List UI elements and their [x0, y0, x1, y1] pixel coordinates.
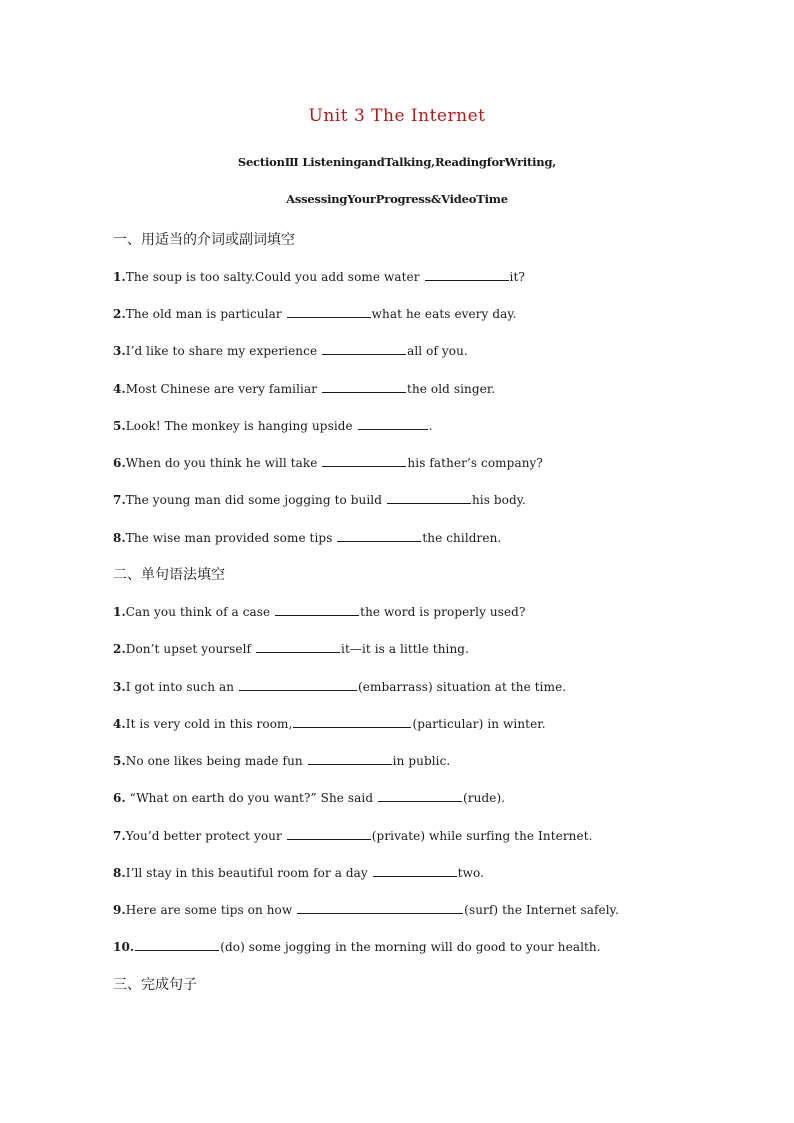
- answer-blank[interactable]: [322, 342, 406, 355]
- part2-item-1: [113, 603, 525, 619]
- page-title: Unit 3 The Internet: [308, 106, 486, 126]
- item-number: 1.: [113, 605, 126, 619]
- item-number: 4.: [113, 717, 126, 731]
- item-text-after: his father’s company?: [407, 456, 543, 470]
- item-text-before: The soup is too salty.Could you add some water: [125, 270, 424, 284]
- answer-blank[interactable]: [322, 454, 406, 467]
- item-number: 5.: [113, 754, 126, 768]
- answer-blank[interactable]: [322, 380, 406, 393]
- item-text-before: I’d like to share my experience: [125, 344, 322, 358]
- item-number: 10.: [113, 940, 135, 954]
- answer-blank[interactable]: [287, 827, 371, 840]
- item-text-after: (embarrass) situation at the time.: [358, 680, 567, 694]
- item-text-after: two.: [457, 866, 485, 880]
- item-text-after: the children.: [422, 531, 502, 545]
- answer-blank[interactable]: [373, 864, 457, 877]
- item-text-before: When do you think he will take: [125, 456, 322, 470]
- part1-item-2: [113, 305, 517, 321]
- part1-item-3: [113, 342, 468, 358]
- item-text-after: it—it is a little thing.: [341, 642, 470, 656]
- answer-blank[interactable]: [293, 715, 411, 728]
- item-number: 6.: [113, 791, 126, 805]
- item-number: 3.: [113, 680, 126, 694]
- item-number: 2.: [113, 642, 126, 656]
- item-number: 6.: [113, 456, 126, 470]
- part2-item-5: [113, 752, 450, 768]
- answer-blank[interactable]: [239, 678, 357, 691]
- part3-heading: 三、完成句子: [113, 977, 197, 993]
- item-text-before: The wise man provided some tips: [125, 531, 337, 545]
- item-text-before: It is very cold in this room,: [125, 717, 293, 731]
- answer-blank[interactable]: [287, 305, 371, 318]
- item-text-before: I’ll stay in this beautiful room for a day: [125, 866, 372, 880]
- item-text-before: You’d better protect your: [125, 829, 286, 843]
- answer-blank[interactable]: [387, 491, 471, 504]
- item-text-before: “What on earth do you want?” She said: [125, 791, 378, 805]
- item-text-before: The old man is particular: [125, 307, 286, 321]
- part1-item-5: [113, 417, 433, 433]
- item-number: 8.: [113, 531, 126, 545]
- part2-item-3: [113, 678, 566, 694]
- part2-item-2: [113, 640, 469, 656]
- section-subtitle-line1: SectionⅢ ListeningandTalking,ReadingforWriting,: [237, 155, 557, 169]
- answer-blank[interactable]: [135, 938, 219, 951]
- item-text-after: .: [428, 419, 433, 433]
- item-text-after: (private) while surfing the Internet.: [371, 829, 593, 843]
- answer-blank[interactable]: [297, 901, 463, 914]
- part1-item-6: [113, 454, 543, 470]
- item-text-before: Most Chinese are very familiar: [125, 382, 322, 396]
- item-number: 1.: [113, 270, 126, 284]
- item-text-after: it?: [509, 270, 525, 284]
- answer-blank[interactable]: [337, 529, 421, 542]
- part2-item-8: [113, 864, 484, 880]
- part2-item-7: [113, 827, 593, 843]
- part1-item-4: [113, 380, 495, 396]
- item-number: 7.: [113, 493, 126, 507]
- item-text-after: (do) some jogging in the morning will do good to your health.: [220, 940, 601, 954]
- answer-blank[interactable]: [275, 603, 359, 616]
- answer-blank[interactable]: [425, 268, 509, 281]
- answer-blank[interactable]: [378, 789, 462, 802]
- item-text-after: the word is properly used?: [360, 605, 526, 619]
- item-text-before: Don’t upset yourself: [125, 642, 255, 656]
- section-subtitle-line2: AssessingYourProgress&VideoTime: [286, 192, 508, 206]
- item-text-after: (rude).: [463, 791, 506, 805]
- part1-item-7: [113, 491, 526, 507]
- item-text-before: Can you think of a case: [125, 605, 275, 619]
- part2-item-4: [113, 715, 546, 731]
- item-number: 5.: [113, 419, 126, 433]
- item-number: 8.: [113, 866, 126, 880]
- part1-heading: 一、用适当的介词或副词填空: [113, 232, 295, 248]
- part2-item-10: [113, 938, 601, 954]
- answer-blank[interactable]: [358, 417, 428, 430]
- item-number: 3.: [113, 344, 126, 358]
- item-text-after: his body.: [471, 493, 526, 507]
- item-text-after: the old singer.: [407, 382, 496, 396]
- item-text-before: Look! The monkey is hanging upside: [125, 419, 357, 433]
- part1-item-8: [113, 529, 501, 545]
- item-text-after: all of you.: [407, 344, 468, 358]
- item-number: 2.: [113, 307, 126, 321]
- part1-item-1: [113, 268, 525, 284]
- item-number: 4.: [113, 382, 126, 396]
- item-text-before: No one likes being made fun: [125, 754, 307, 768]
- part2-item-9: [113, 901, 619, 917]
- item-text-after: (particular) in winter.: [412, 717, 546, 731]
- item-number: 9.: [113, 903, 126, 917]
- answer-blank[interactable]: [256, 640, 340, 653]
- item-text-before: Here are some tips on how: [125, 903, 297, 917]
- part2-item-6: [113, 789, 505, 805]
- item-number: 7.: [113, 829, 126, 843]
- part2-heading: 二、单句语法填空: [113, 567, 225, 583]
- item-text-after: what he eats every day.: [371, 307, 517, 321]
- item-text-after: (surf) the Internet safely.: [464, 903, 619, 917]
- item-text-before: The young man did some jogging to build: [125, 493, 386, 507]
- item-text-after: in public.: [392, 754, 451, 768]
- item-text-before: I got into such an: [125, 680, 239, 694]
- answer-blank[interactable]: [308, 752, 392, 765]
